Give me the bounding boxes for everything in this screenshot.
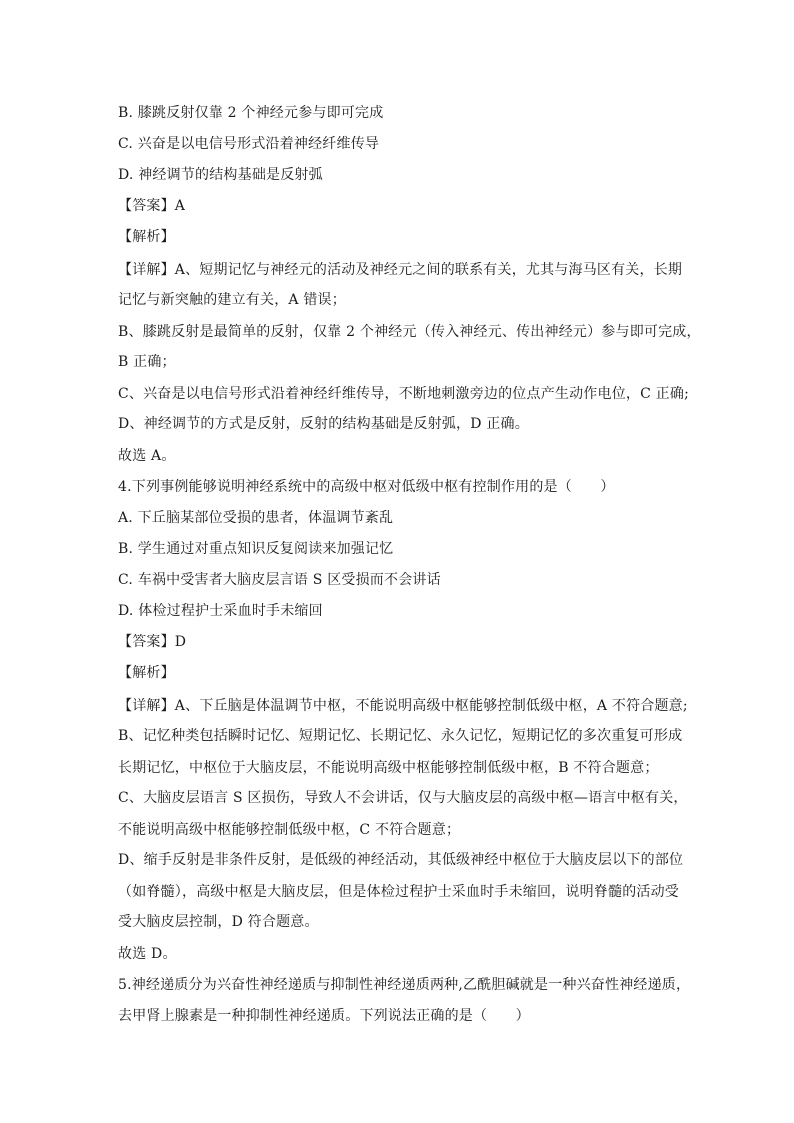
- explanation-line: C、兴奋是以电信号形式沿着神经纤维传导，不断地刺激旁边的位点产生动作电位，C 正确;: [118, 386, 689, 402]
- option-line-c: C. 车祸中受害者大脑皮层言语 S 区受损而不会讲话: [118, 572, 441, 588]
- explanation-line: 【详解】A、短期记忆与神经元的活动及神经元之间的联系有关，尤其与海马区有关，长期: [118, 262, 683, 278]
- option-line-c: C. 兴奋是以电信号形式沿着神经纤维传导: [118, 136, 380, 152]
- explanation-line: 长期记忆，中枢位于大脑皮层，不能说明高级中枢能够控制低级中枢，B 不符合题意；: [118, 760, 659, 776]
- option-line-d: D. 体检过程护士采血时手未缩回: [118, 603, 323, 619]
- answer-line: 【答案】A: [118, 198, 186, 214]
- analysis-heading: 【解析】: [118, 229, 175, 245]
- explanation-line: C、大脑皮层语言 S 区损伤，导致人不会讲话，仅与大脑皮层的高级中枢—语言中枢有关，: [118, 790, 688, 806]
- choice-line: 故选 A。: [118, 448, 176, 464]
- question-4-stem: 4.下列事例能够说明神经系统中的高级中枢对低级中枢有控制作用的是（ ）: [118, 479, 615, 495]
- explanation-line: 记忆与新突触的建立有关，A 错误；: [118, 292, 346, 308]
- choice-line: 故选 D。: [118, 946, 177, 962]
- explanation-line: B 正确；: [118, 354, 176, 370]
- analysis-heading: 【解析】: [118, 665, 175, 681]
- explanation-line: D、缩手反射是非条件反射，是低级的神经活动，其低级神经中枢位于大脑皮层以下的部位: [118, 852, 684, 868]
- answer-line: 【答案】D: [118, 634, 187, 650]
- option-line-b: B. 膝跳反射仅靠 2 个神经元参与即可完成: [118, 105, 384, 121]
- explanation-line: 受大脑皮层控制，D 符合题意。: [118, 914, 319, 930]
- explanation-line: B、膝跳反射是最简单的反射，仅靠 2 个神经元（传入神经元、传出神经元）参与即可完成，: [118, 324, 701, 340]
- question-5-stem: 5.神经递质分为兴奋性神经递质与抑制性神经递质两种,乙酰胆碱就是一种兴奋性神经递质，: [118, 977, 691, 993]
- question-5-stem: 去甲肾上腺素是一种抑制性神经递质。下列说法正确的是（ ）: [118, 1008, 530, 1024]
- explanation-line: （如脊髓），高级中枢是大脑皮层，但是体检过程护士采血时手未缩回，说明脊髓的活动受: [118, 884, 679, 900]
- explanation-line: B、记忆种类包括瞬时记忆、短期记忆、长期记忆、永久记忆，短期记忆的多次重复可形成: [118, 728, 683, 744]
- option-line-d: D. 神经调节的结构基础是反射弧: [118, 167, 323, 183]
- option-line-b: B. 学生通过对重点知识反复阅读来加强记忆: [118, 541, 394, 557]
- explanation-line: 不能说明高级中枢能够控制低级中枢，C 不符合题意；: [118, 822, 461, 838]
- option-line-a: A. 下丘脑某部位受损的患者，体温调节紊乱: [118, 510, 394, 526]
- explanation-line: D、神经调节的方式是反射，反射的结构基础是反射弧，D 正确。: [118, 416, 529, 432]
- explanation-line: 【详解】A、下丘脑是体温调节中枢，不能说明高级中枢能够控制低级中枢，A 不符合题意;: [118, 698, 688, 714]
